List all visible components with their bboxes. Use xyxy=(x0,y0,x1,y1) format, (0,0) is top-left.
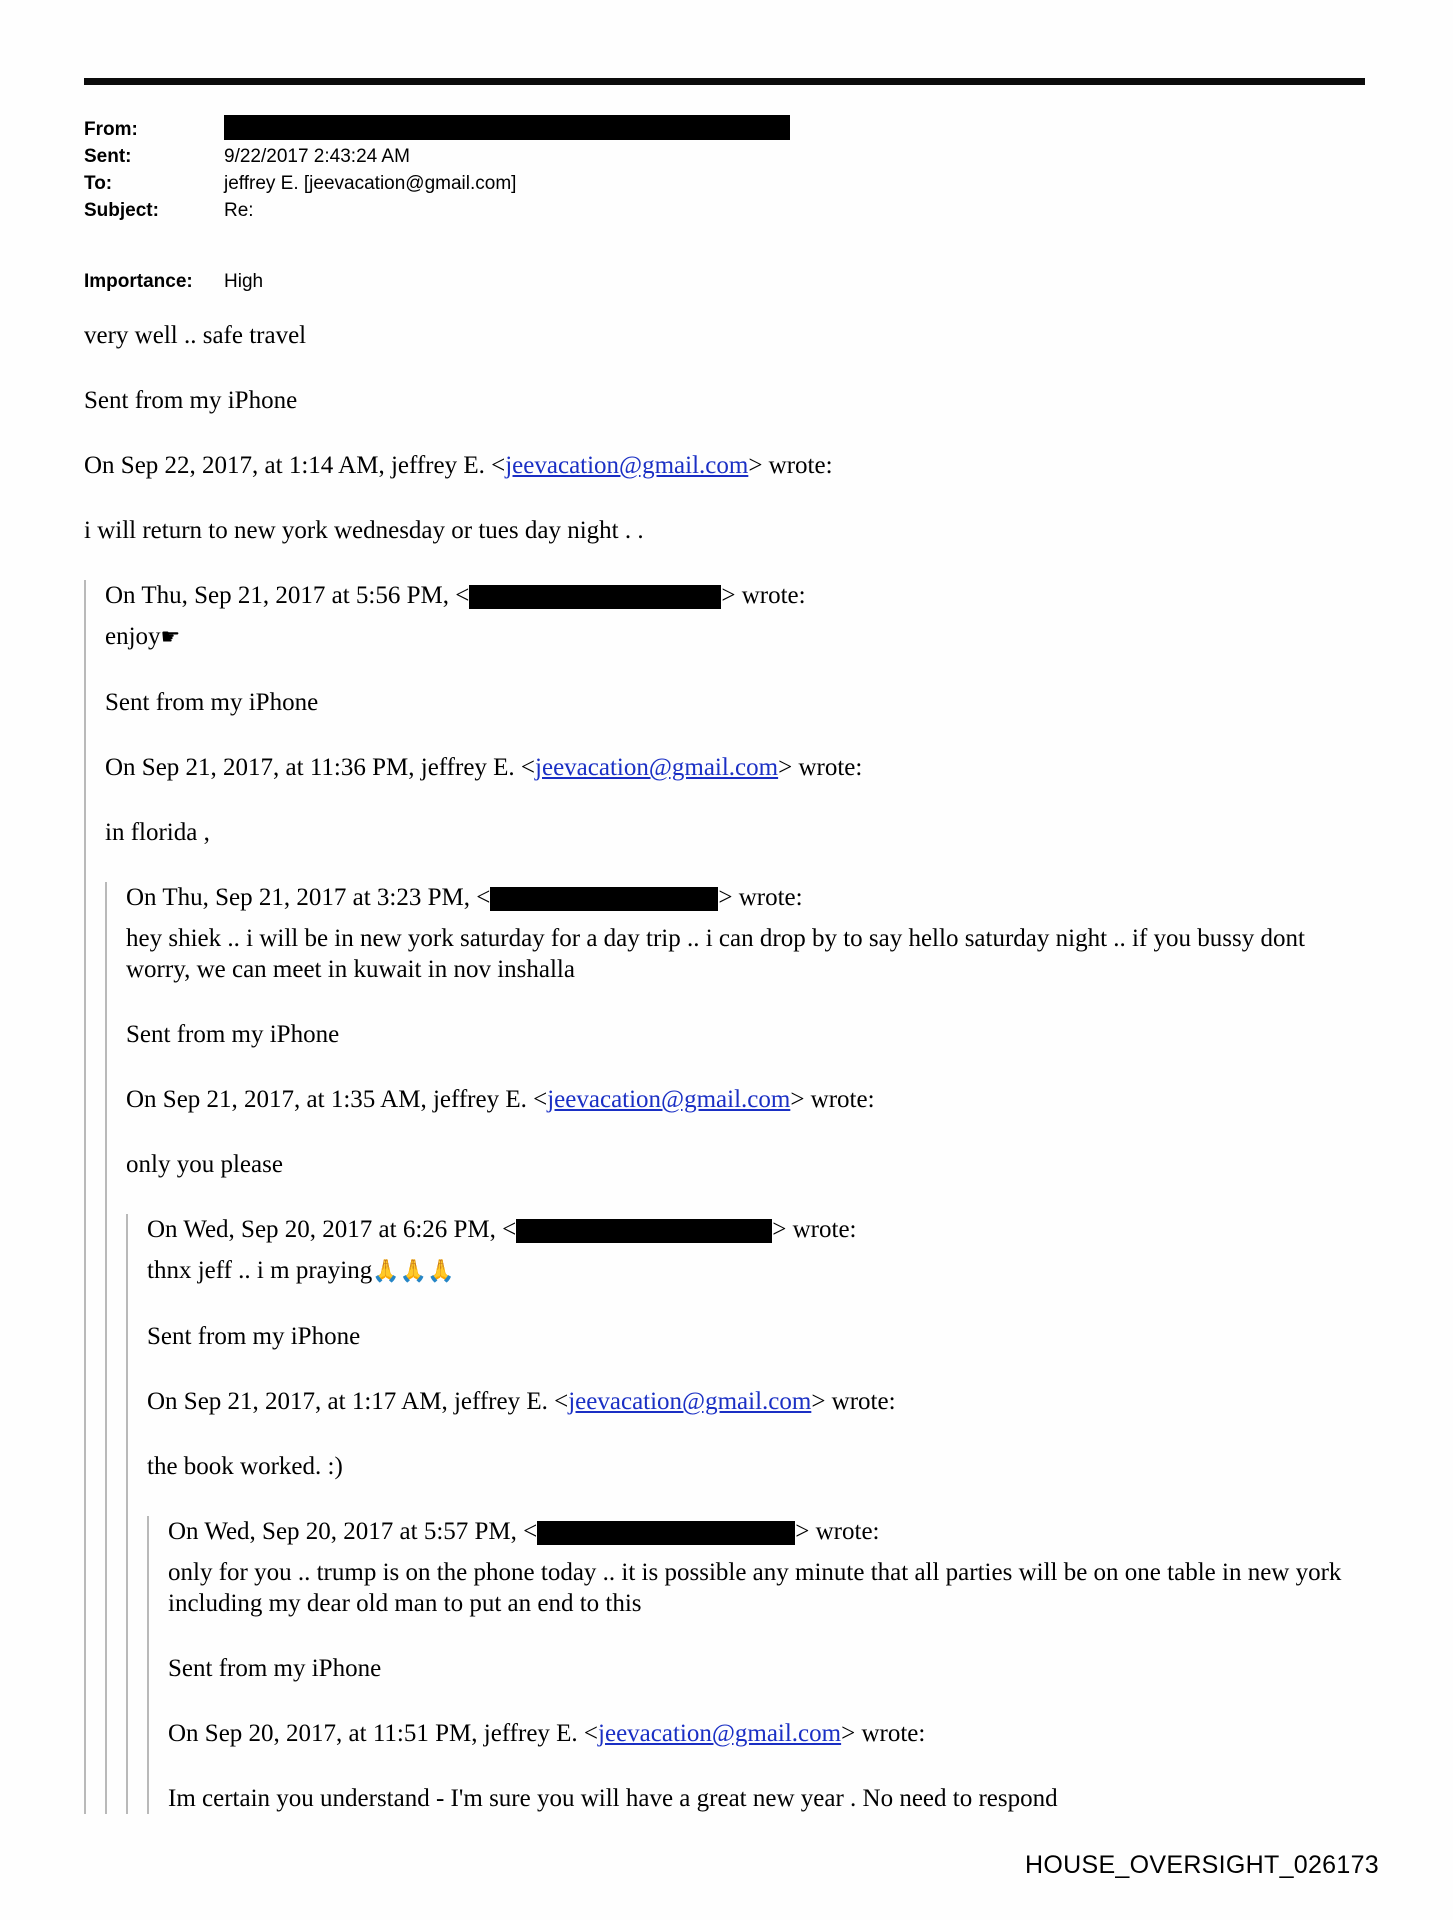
redaction-bar-sender xyxy=(490,887,718,911)
quote-attribution xyxy=(105,580,1374,611)
header-row-sent xyxy=(84,143,1284,170)
email-link[interactable]: jeevacation@gmail.com xyxy=(505,452,749,479)
quote-level-3 xyxy=(126,1214,1374,1814)
pointing-hand-icon: ☛ xyxy=(160,625,181,650)
quote-attribution-prefix: On Sep 20, 2017, at 11:51 PM, jeffrey E. < xyxy=(168,1720,599,1747)
header-value-importance: High xyxy=(224,271,264,292)
quote-attribution xyxy=(147,1214,1374,1245)
message-text xyxy=(147,1255,1374,1287)
header-row-from xyxy=(84,116,1284,143)
header-label-to: To: xyxy=(84,173,113,194)
quote-attribution xyxy=(147,1386,1374,1417)
header-value-subject: Re: xyxy=(224,200,254,221)
email-body xyxy=(84,320,1374,1848)
header-value-from xyxy=(224,116,1284,143)
quote-attribution-prefix: On Sep 21, 2017, at 1:35 AM, jeffrey E. < xyxy=(126,1086,548,1113)
message-text: only you please xyxy=(126,1151,283,1178)
quote-attribution-prefix: On Sep 22, 2017, at 1:14 AM, jeffrey E. < xyxy=(84,452,506,479)
header-rule xyxy=(84,78,1365,85)
quote-attribution xyxy=(168,1718,1374,1749)
quote-attribution xyxy=(105,752,1374,783)
header-row-to xyxy=(84,170,1284,197)
quote-level-4 xyxy=(147,1516,1374,1814)
signature-line: Sent from my iPhone xyxy=(168,1655,382,1682)
quote-level-1 xyxy=(84,580,1374,1814)
quote-attribution-prefix: On Sep 21, 2017, at 11:36 PM, jeffrey E. < xyxy=(105,754,536,781)
header-row-importance xyxy=(84,268,263,295)
signature-line: Sent from my iPhone xyxy=(105,689,319,716)
message-text: hey shiek .. i will be in new york saturday for a day trip .. i can drop by to say hello saturday night .. if you bussy dont worry, we can meet in kuwait in nov inshalla xyxy=(126,925,1305,983)
redaction-bar-sender xyxy=(537,1521,795,1545)
quote-attribution-prefix: On Thu, Sep 21, 2017 at 5:56 PM, < xyxy=(105,582,470,609)
email-link[interactable]: jeevacation@gmail.com xyxy=(568,1388,812,1415)
email-link[interactable]: jeevacation@gmail.com xyxy=(535,754,779,781)
message-text: Im certain you understand - I'm sure you will have a great new year . No need to respond xyxy=(168,1785,1058,1812)
quote-attribution xyxy=(126,882,1374,913)
quote-attribution-prefix: On Wed, Sep 20, 2017 at 5:57 PM, < xyxy=(168,1518,538,1545)
quote-attribution xyxy=(168,1516,1374,1547)
header-value-to: jeffrey E. [jeevacation@gmail.com] xyxy=(224,173,517,194)
message-text: only for you .. trump is on the phone today .. it is possible any minute that all parties will be on one table in new york including my dear old man to put an end to this xyxy=(168,1559,1342,1617)
header-value-sent: 9/22/2017 2:43:24 AM xyxy=(224,146,410,167)
redaction-bar-from xyxy=(224,115,790,140)
quote-attribution-suffix: > wrote: xyxy=(795,1518,880,1545)
quote-attribution-suffix: > wrote: xyxy=(721,582,806,609)
header-label-subject: Subject: xyxy=(84,200,159,221)
signature-line: Sent from my iPhone xyxy=(126,1021,340,1048)
quote-attribution xyxy=(126,1084,1374,1115)
quote-attribution-suffix: > wrote: xyxy=(790,1086,875,1113)
quote-attribution-suffix: > wrote: xyxy=(778,754,863,781)
quote-attribution-prefix: On Wed, Sep 20, 2017 at 6:26 PM, < xyxy=(147,1216,517,1243)
signature-line: Sent from my iPhone xyxy=(84,387,298,414)
quote-attribution-suffix: > wrote: xyxy=(811,1388,896,1415)
praying-hands-icon: 🙏🙏🙏 xyxy=(372,1259,455,1284)
message-text: in florida , xyxy=(105,819,210,846)
email-link[interactable]: jeevacation@gmail.com xyxy=(547,1086,791,1113)
quote-attribution-suffix: > wrote: xyxy=(718,884,803,911)
redaction-bar-sender xyxy=(516,1219,772,1243)
message-text-content: enjoy xyxy=(105,623,161,650)
quote-attribution-suffix: > wrote: xyxy=(841,1720,926,1747)
message-text: very well .. safe travel xyxy=(84,322,307,349)
quote-level-2 xyxy=(105,882,1374,1814)
header-row-subject xyxy=(84,197,1284,224)
message-text: the book worked. :) xyxy=(147,1453,343,1480)
quote-attribution-suffix: > wrote: xyxy=(772,1216,857,1243)
header-label-sent: Sent: xyxy=(84,146,132,167)
signature-line: Sent from my iPhone xyxy=(147,1323,361,1350)
message-text xyxy=(105,621,1374,653)
message-text: i will return to new york wednesday or tues day night . . xyxy=(84,517,644,544)
bates-stamp: HOUSE_OVERSIGHT_026173 xyxy=(1025,1851,1379,1879)
redaction-bar-sender xyxy=(469,585,721,609)
email-link[interactable]: jeevacation@gmail.com xyxy=(598,1720,842,1747)
header-label-from: From: xyxy=(84,119,138,140)
quote-attribution xyxy=(84,450,1374,481)
quote-attribution-prefix: On Thu, Sep 21, 2017 at 3:23 PM, < xyxy=(126,884,491,911)
quote-attribution-suffix: > wrote: xyxy=(748,452,833,479)
quote-attribution-prefix: On Sep 21, 2017, at 1:17 AM, jeffrey E. < xyxy=(147,1388,569,1415)
message-text-content: thnx jeff .. i m praying xyxy=(147,1257,373,1284)
email-header xyxy=(84,116,1284,224)
header-label-importance: Importance: xyxy=(84,271,193,292)
